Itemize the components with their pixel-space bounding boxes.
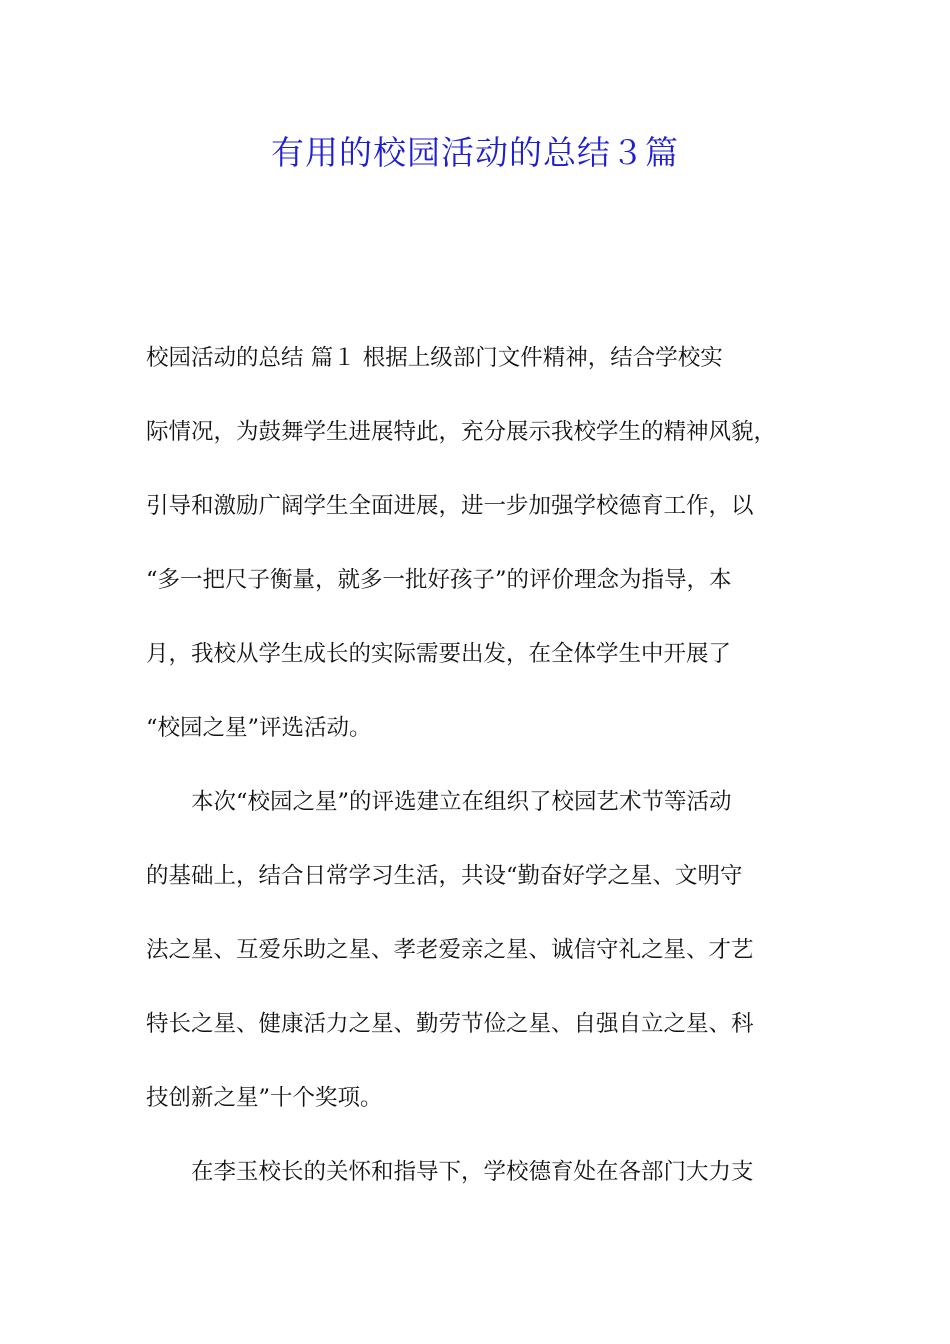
paragraph-line: “多一把尺子衡量，就多一批好孩子”的评价理念为指导，本 xyxy=(146,567,732,593)
paragraph-line: 技创新之星”十个奖项。 xyxy=(146,1085,383,1111)
paragraph-line: 本次“校园之星”的评选建立在组织了校园艺术节等活动 xyxy=(191,789,732,815)
paragraph-line: 特长之星、健康活力之星、勤劳节俭之星、自强自立之星、科 xyxy=(146,1011,754,1037)
paragraph-line: 引导和激励广阔学生全面进展，进一步加强学校德育工作，以 xyxy=(146,493,754,519)
document-title: 有用的校园活动的总结３篇 xyxy=(271,133,679,172)
paragraph-line: 的基础上，结合日常学习生活，共设“勤奋好学之星、文明守 xyxy=(146,863,743,889)
paragraph-line: 月，我校从学生成长的实际需要出发，在全体学生中开展了 xyxy=(146,641,732,667)
paragraph-line: “校园之星”评选活动。 xyxy=(146,715,372,741)
paragraph-line: 法之星、互爱乐助之星、孝老爱亲之星、诚信守礼之星、才艺 xyxy=(146,937,754,963)
paragraph-line: 际情况，为鼓舞学生进展特此，充分展示我校学生的精神风貌， xyxy=(146,419,777,445)
paragraph-line: 校园活动的总结 篇１ 根据上级部门文件精神，结合学校实 xyxy=(146,345,723,371)
paragraph-line: 在李玉校长的关怀和指导下，学校德育处在各部门大力支 xyxy=(191,1159,754,1185)
